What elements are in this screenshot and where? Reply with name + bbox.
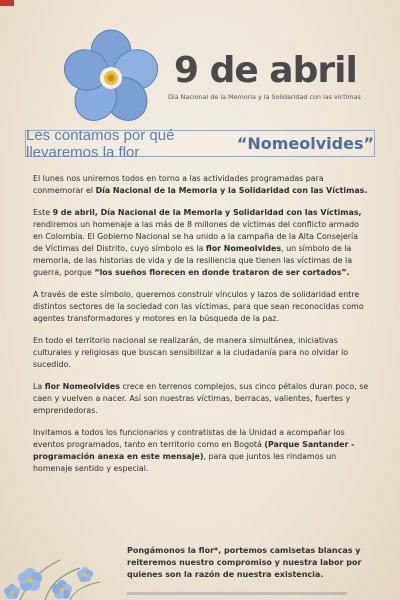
forget-me-not-bouquet-icon: [0, 540, 120, 600]
paragraph-bold: Día Nacional de la Memoria y la Solidaridad con las Víctimas.: [95, 186, 368, 195]
page-subtitle: Día Nacional de la Memoria y la Solidaridad con las víctimas: [168, 93, 361, 101]
forget-me-not-flower-icon: [58, 28, 164, 128]
paragraph-bold: 9 de abril, Día Nacional de la Memoria y Solidaridad con las Víctimas,: [52, 208, 362, 217]
paragraph-1: [33, 173, 369, 197]
paragraph-5: [33, 381, 369, 417]
paragraph-text: Invitamos a todos los funcionarios y contratistas de la Unidad a acompañar los eventos programados, tanto en territorio como en Bogotá: [33, 428, 345, 449]
headline-box: [25, 126, 375, 161]
paragraph-bold: (Parque Santander - programación anexa en este mensaje): [33, 440, 355, 461]
paragraph-text: , un símbolo de la memoria, de las historias de vida y de la resiliencia que tienen las víctimas de la guerra, porque: [33, 244, 353, 277]
paragraph-text: La: [33, 382, 45, 391]
header-banner: [0, 0, 400, 125]
closing-message: [127, 545, 367, 581]
paragraph-text: El lunes nos uniremos todos en torno a las actividades programadas para conmemorar el: [33, 174, 324, 195]
headline-highlight: “Nomeolvides”: [236, 134, 374, 153]
paragraph-bold: “los sueños florecen en donde trataron de ser cortados”.: [94, 268, 350, 277]
paragraph-4: En todo el territorio nacional se realizarán, de manera simultánea, iniciativas culturales y religiosas que buscan sensibilizar a la ciudadanía para no olvidar lo sucedido.: [33, 336, 349, 369]
paragraph-text: crece en terrenos complejos, sus cinco pétalos duran poco, se caen y vuelven a nacer. Así son nuestras víctimas, berracas, valientes, fuertes y emprendedoras.: [33, 382, 369, 415]
paragraph-text: , para que juntos les rindamos un homenaje sentido y especial.: [33, 452, 337, 473]
closing-text: Pongámonos la flor*, portemos camisetas blancas y reiteremos nuestro compromiso y nuestra labor por quienes son la razón de nuestra existencia.: [127, 546, 362, 579]
article-body: [33, 173, 369, 485]
paragraph-3: A través de este símbolo, queremos construir vínculos y lazos de solidaridad entre distintos sectores de la sociedad con las víctimas, para que sean reconocidas como agentes transformadores y motores en la búsqueda de la paz.: [33, 290, 364, 323]
paragraph-text: rendiremos un homenaje a las más de 8 millones de víctimas del conflicto armado en Colombia. El Gobierno Nacional se ha unido a la campaña de la Alta Consejería de Víctimas del Distrito, cuyo símbolo es la: [33, 220, 360, 253]
paragraph-2: [33, 207, 369, 279]
cut-off-text-line: [127, 592, 347, 595]
paragraph-bold: flor Nomeolvides: [205, 244, 282, 253]
headline-lead: Les contamos por qué llevaremos la flor: [26, 126, 175, 161]
paragraph-text: Este: [33, 208, 53, 217]
page-title: 9 de abril: [174, 50, 357, 91]
paragraph-6: [33, 427, 369, 475]
paragraph-bold: flor Nomeolvides: [44, 382, 120, 391]
